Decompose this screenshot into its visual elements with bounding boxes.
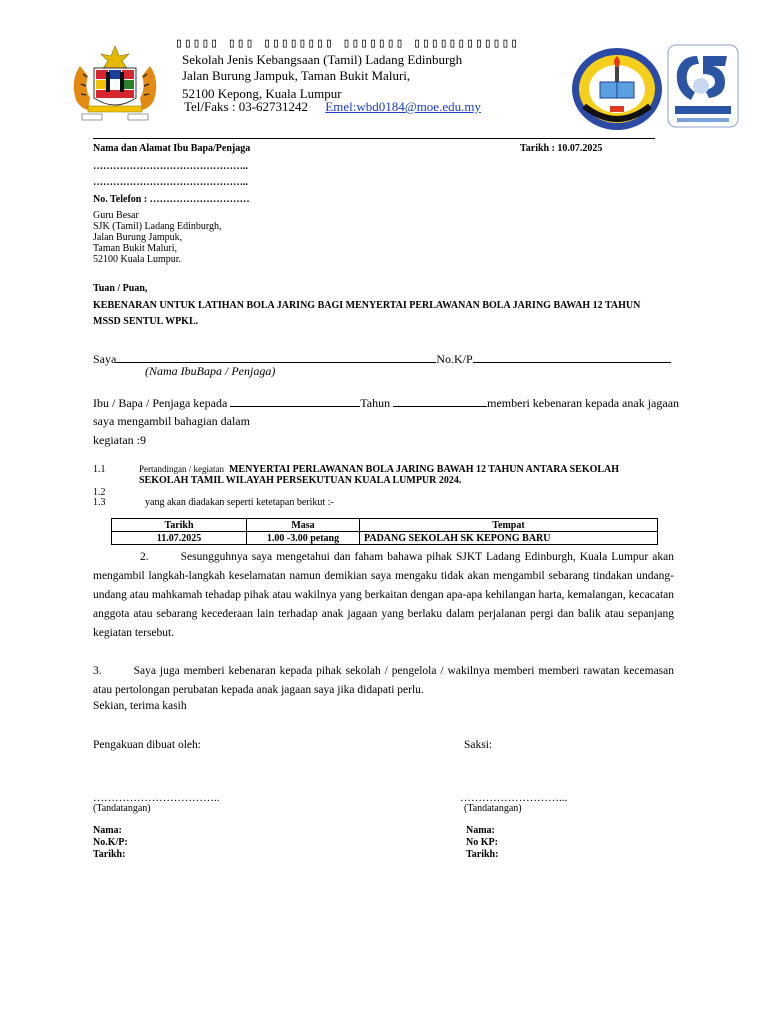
saya-label: Saya (93, 352, 117, 366)
school-address-line-1: Jalan Burung Jampuk, Taman Bukit Maluri, (182, 68, 411, 83)
table-header: Masa (247, 519, 360, 532)
jata-negara-crest (66, 44, 164, 126)
contact-line (184, 99, 481, 115)
parent-name-field[interactable] (116, 351, 436, 363)
subject-line-2: MSSD SENTUL WPKL. (93, 316, 199, 327)
witness-signature-caption: (Tandatangan) (464, 803, 522, 814)
table-row (112, 532, 658, 545)
schedule-table (111, 518, 658, 545)
item-1-1-label: Pertandingan / kegiatan (139, 464, 224, 474)
witness-signature-field[interactable]: ………………………... (460, 792, 568, 804)
recipient-dots-line-2: ……………………………………….. (93, 177, 248, 188)
subject-line-1: KEBENARAN UNTUK LATIHAN BOLA JARING BAGI MENYERTAI PERLAWANAN BOLA JARING BAWAH 12 TAHUN (93, 300, 641, 311)
parent-details (93, 825, 128, 861)
parent-name-label: Nama: (93, 825, 122, 836)
closing: Sekian, terima kasih (93, 700, 187, 712)
sender-line: SJK (Tamil) Ladang Edinburgh, (93, 221, 222, 232)
paragraph-3 (93, 662, 674, 700)
sender-address (93, 210, 222, 265)
memberi-text: memberi kebenaran kepada anak jagaan (487, 396, 680, 410)
email-link[interactable]: Emel:wbd0184@moe.edu.my (325, 99, 481, 114)
sender-line: 52100 Kuala Lumpur. (93, 254, 182, 265)
sender-line: Taman Bukit Maluri, (93, 243, 178, 254)
parent-kp-label: No.K/P: (93, 837, 128, 848)
declaration-label: Pengakuan dibuat oleh: (93, 739, 201, 751)
sender-line: Guru Besar (93, 210, 139, 221)
table-header: Tempat (360, 519, 658, 532)
paragraph-2-text: Sesungguhnya saya mengetahui dan faham bahawa pihak SJKT Ladang Edinburgh, Kuala Lumpur akan mengambil langkah-langkah keselamatan namun demikian saya mengaku tidak akan mengambil sebarang tindakan undang-undang atau mahkamah tehadap pihak atau wakilnya yang berkaitan dengan apa-apa kehilangan harta, kemalangan, kecacatan anggota atau sebarang kecederaan lain terhadap anak jagaan yang berlaku dalam perjalanan pergi dan balik atau sepanjang kegiatan tersebut. (93, 551, 674, 639)
telfax-text: Tel/Faks : 03-62731242 (184, 99, 309, 114)
table-cell-date: 11.07.2025 (112, 532, 247, 545)
ministry-header-text: ▯▯▯▯▯ ▯▯▯ ▯▯▯▯▯▯▯▯ ▯▯▯▯▯▯▯ ▯▯▯▯▯▯▯▯▯▯▯▯ (175, 36, 520, 51)
item-number-1-2: 1.2 (93, 487, 106, 498)
child-name-field[interactable] (230, 395, 360, 407)
year-field[interactable] (393, 395, 487, 407)
parent-signature-field[interactable]: …………………………….. (93, 792, 220, 804)
form-line-2: saya mengambil bahagian dalam (93, 414, 250, 428)
paragraph-2-number: 2. (140, 551, 149, 563)
ppki-25-logo (667, 44, 739, 128)
paragraph-3-number: 3. (93, 665, 102, 677)
recipient-phone: No. Telefon : ………………………… (93, 194, 250, 205)
witness-date-label: Tarikh: (466, 849, 499, 860)
witness-name-label: Nama: (466, 825, 495, 836)
witness-kp-label: No KP: (466, 837, 498, 848)
table-cell-time: 1.00 -3.00 petang (247, 532, 360, 545)
item-1-1-event-cont: SEKOLAH TAMIL WILAYAH PERSEKUTUAN KUALA LUMPUR 2024. (139, 475, 462, 486)
parent-date-label: Tarikh: (93, 849, 126, 860)
recipient-dots-line-1: ……………………………………….. (93, 161, 248, 172)
ibubapa-line (93, 395, 679, 411)
recipient-label: Nama dan Alamat Ibu Bapa/Penjaga (93, 143, 251, 154)
item-1-1-text (139, 464, 659, 486)
item-1-1-event: MENYERTAI PERLAWANAN BOLA JARING BAWAH 12 TAHUN ANTARA SEKOLAH (228, 464, 620, 475)
letterhead-rule-right (373, 138, 655, 139)
witness-label: Saksi: (464, 739, 493, 751)
table-header-row (112, 519, 658, 532)
ic-number-field[interactable] (473, 351, 671, 363)
nokp-label: No.K/P (436, 352, 473, 366)
parent-name-hint: (Nama IbuBapa / Penjaga) (145, 364, 276, 378)
letterhead-rule-left (93, 138, 373, 139)
salutation: Tuan / Puan, (93, 283, 148, 294)
tahun-label: Tahun (360, 396, 391, 410)
sender-line: Jalan Burung Jampuk, (93, 232, 183, 243)
ibubapa-label: Ibu / Bapa / Penjaga kepada (93, 396, 228, 410)
paragraph-2 (93, 548, 674, 643)
school-address-line-2: 52100 Kepong, Kuala Lumpur (182, 86, 342, 101)
parent-signature-caption: (Tandatangan) (93, 803, 151, 814)
witness-details (466, 825, 498, 861)
table-header: Tarikh (112, 519, 247, 532)
item-number-1-3: 1.3 (93, 497, 106, 508)
table-cell-venue: PADANG SEKOLAH SK KEPONG BARU (360, 532, 658, 545)
item-1-3-text: yang akan diadakan seperti ketetapan berikut :- (145, 497, 334, 508)
letter-date: Tarikh : 10.07.2025 (520, 143, 603, 154)
item-number-1-1: 1.1 (93, 464, 106, 475)
school-name: Sekolah Jenis Kebangsaan (Tamil) Ladang Edinburgh (182, 52, 463, 67)
school-badge-logo (570, 46, 664, 132)
form-line-3: kegiatan :9 (93, 433, 146, 447)
paragraph-3-text: Saya juga memberi kebenaran kepada pihak sekolah / pengelola / wakilnya memberi memberi rawatan kecemasan atau pertolongan perubatan kepada anak jagaan saya jika didapati perlu. (93, 665, 674, 696)
